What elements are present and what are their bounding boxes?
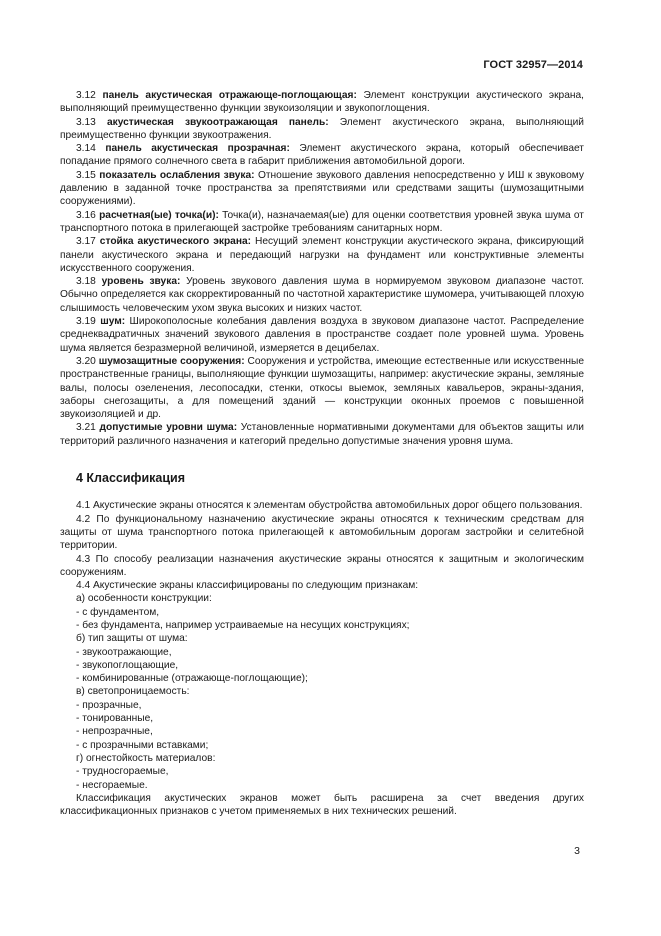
document-body xyxy=(60,89,584,818)
definition-term: панель акустическая прозрачная: xyxy=(105,143,290,155)
definition-number: 3.21 xyxy=(76,422,96,434)
document-code: ГОСТ 32957—2014 xyxy=(483,59,583,71)
list-item: в) светопроницаемость: xyxy=(76,686,190,698)
list-item: - комбинированные (отражающе-поглощающие); xyxy=(76,673,308,685)
definition-number: 3.14 xyxy=(76,143,96,155)
definition-item xyxy=(60,169,584,209)
definition-text: Элемент акустического экрана, выполняющий преимущественно функции звукоотражения. xyxy=(60,116,584,141)
definition-number: 3.16 xyxy=(76,209,96,221)
list-item: - с прозрачными вставками; xyxy=(76,739,209,751)
definition-number: 3.18 xyxy=(76,276,96,288)
paragraph: 4.3 По способу реализации назначения акустические экраны относятся к защитным и экологическим сооружениям. xyxy=(60,553,584,578)
definition-number: 3.13 xyxy=(76,116,96,128)
definition-text: Широкополосные колебания давления воздуха в звуковом диапазоне частот. Распределение среднеквадратичных значений звукового давления в пространстве создает поле уровней шума. Уровень шума является безразмерной величиной, измеряется в децибелах. xyxy=(60,316,584,354)
definition-text: Элемент конструкции акустического экрана, выполняющий преимущественно функции звукоизоляции и звукопоглощения. xyxy=(60,90,584,115)
list-item: б) тип защиты от шума: xyxy=(76,633,188,645)
definition-term: шумозащитные сооружения: xyxy=(98,355,245,367)
definition-text: Элемент акустического экрана, который обеспечивает попадание прямого солнечного света в габарит приближения автомобильной дороги. xyxy=(60,143,584,168)
definition-text: Точка(и), назначаемая(ые) для оценки соответствия уровней звука шума от транспортного потока в прилегающей застройке требованиям санитарных норм. xyxy=(60,209,584,234)
definition-item xyxy=(60,355,584,421)
list-item: - трудносгораемые, xyxy=(76,766,169,778)
definition-text: Несущий элемент конструкции акустического экрана, фиксирующий панели акустического экрана и передающий нагрузки на фундамент или конструктивные элементы искусственного сооружения. xyxy=(60,236,584,274)
paragraph: 4.2 По функциональному назначению акустические экраны относятся к техническим средствам для защиты от шума транспортного потока прилегающей к автомобильным дорогам застройки и селитебной территории. xyxy=(60,513,584,552)
paragraph: 4.1 Акустические экраны относятся к элементам обустройства автомобильных дорог общего пользования. xyxy=(76,500,583,512)
list-item: - без фундамента, например устраиваемые на несущих конструкциях; xyxy=(76,619,410,631)
page-number: 3 xyxy=(574,845,580,857)
definition-text: Уровень звукового давления шума в нормируемом звуковом диапазоне частот. Обычно определяется как скорректированный по частотной характеристике шумомера, учитывающей плохую слышимость человеческим ухом звука высоких и низких частот. xyxy=(60,276,584,314)
list-item: - прозрачные, xyxy=(76,699,142,711)
definition-term: расчетная(ые) точка(и): xyxy=(99,209,219,221)
section-heading: 4 Классификация xyxy=(76,471,186,486)
definition-term: акустическая звукоотражающая панель: xyxy=(106,116,329,128)
definition-number: 3.12 xyxy=(76,90,96,101)
list-item: - звукопоглощающие, xyxy=(76,659,179,671)
definition-term: шум: xyxy=(100,316,126,328)
definition-item xyxy=(60,275,584,315)
list-item: - звукоотражающие, xyxy=(76,646,172,658)
classification-list xyxy=(60,592,584,791)
list-item: а) особенности конструкции: xyxy=(76,593,212,605)
paragraph: 4.4 Акустические экраны классифицированы по следующим признакам: xyxy=(76,580,419,592)
definition-term: показатель ослабления звука: xyxy=(99,169,255,181)
list-item: - непрозрачные, xyxy=(76,726,153,738)
definition-text: Отношение звукового давления непосредственно у ИШ к звуковому давлению в заданной точке пространства за препятствиями или средствами защиты (шумозащитными сооружениями). xyxy=(60,169,584,208)
definition-term: панель акустическая отражающе-поглощающая: xyxy=(102,90,357,101)
definition-text: Установленные нормативными документами для объектов защиты или территорий различного назначения и категорий предельно допустимые значения уровня шума. xyxy=(60,422,584,447)
definition-term: стойка акустического экрана: xyxy=(99,236,252,248)
list-item: - с фундаментом, xyxy=(76,606,160,618)
definition-item xyxy=(60,209,584,236)
list-item: - несгораемые. xyxy=(76,779,148,791)
definition-term: допустимые уровни шума: xyxy=(99,422,238,434)
definition-item xyxy=(60,315,584,355)
definition-item xyxy=(60,116,584,143)
definition-number: 3.19 xyxy=(76,316,96,328)
definitions-list xyxy=(60,89,584,448)
definition-number: 3.15 xyxy=(76,169,96,181)
list-item: - тонированные, xyxy=(76,713,154,725)
definition-item xyxy=(60,89,584,116)
definition-item xyxy=(60,421,584,448)
definition-text: Сооружения и устройства, имеющие естественные или искусственные пространственные границы, выполняющие функции шумозащиты, например: акустические экраны, земляные валы, полосы озеленения, лесопосадки, стенки, откосы выемок, земляных кавальеров, экраны-здания, заборы снегозащиты, а для помещений зданий — конструкции оконных проемов с повышенной звукоизоляцией и др. xyxy=(60,355,584,421)
definition-number: 3.17 xyxy=(76,236,96,248)
list-item: г) огнестойкость материалов: xyxy=(76,752,216,764)
definition-item xyxy=(60,235,584,275)
closing-paragraph: Классификация акустических экранов может быть расширена за счет введения других классификационных признаков с учетом применяемых в них технических решений. xyxy=(60,792,584,818)
definition-number: 3.20 xyxy=(76,355,96,367)
definition-term: уровень звука: xyxy=(101,276,181,288)
definition-item xyxy=(60,142,584,169)
